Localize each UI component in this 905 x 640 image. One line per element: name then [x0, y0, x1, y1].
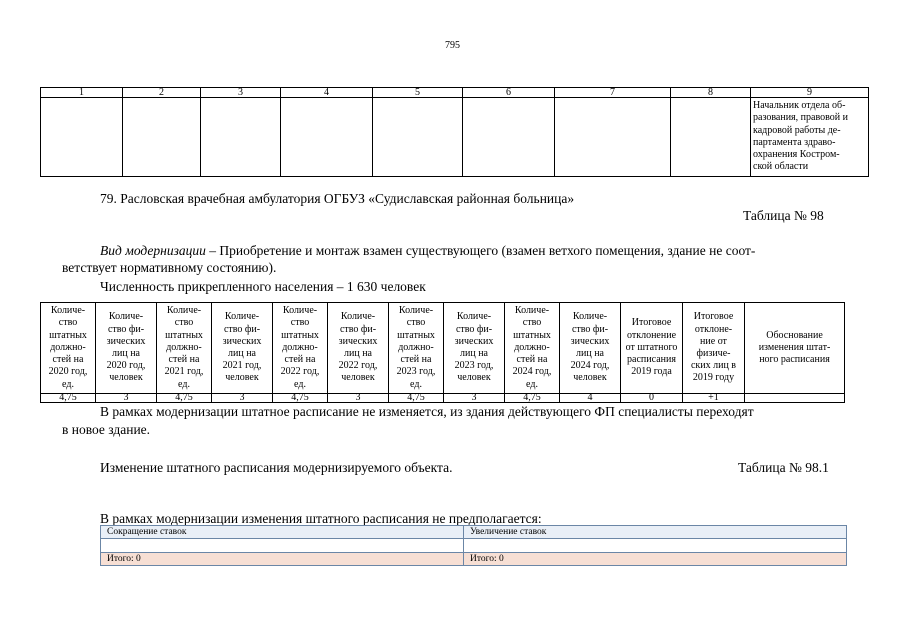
- no-change-text: В рамках модернизации изменения штатного расписания не предполагается:: [100, 511, 542, 526]
- header-line: от штатного: [625, 341, 678, 353]
- header-line: 2019 года: [631, 366, 672, 378]
- header-line: изменения штат-: [758, 341, 831, 353]
- staff-table: [40, 302, 845, 403]
- header-line: ед.: [294, 378, 306, 390]
- header-line: должно-: [514, 341, 550, 353]
- staff-value-cell: 4,75: [157, 394, 212, 403]
- header-line: штатных: [397, 329, 435, 341]
- header-line: зических: [338, 335, 378, 347]
- staff-column-header: [157, 303, 212, 394]
- header-line: Итоговое: [693, 311, 734, 323]
- table-cell: [101, 539, 464, 553]
- staff-value-cell: 4,75: [389, 394, 444, 403]
- column-number: 7: [555, 88, 671, 98]
- cell-line: партамента здраво-: [753, 136, 836, 148]
- header-line: Количе-: [340, 311, 376, 323]
- staff-value-cell: 3: [444, 394, 505, 403]
- header-line: 2024 год,: [512, 366, 552, 378]
- page-number: 795: [445, 40, 460, 51]
- table-cell: [41, 98, 123, 177]
- header-line: человек: [341, 372, 375, 384]
- header-line: человек: [109, 372, 143, 384]
- staff-value-cell: +1: [683, 394, 745, 403]
- cell-line: разования, правовой и: [753, 112, 848, 124]
- staff-column-header: [745, 303, 845, 394]
- staff-value-cell: 4: [560, 394, 621, 403]
- table-cell: [555, 98, 671, 177]
- header-line: лиц на: [112, 348, 140, 359]
- header-line: лиц на: [576, 348, 604, 359]
- header-line: Количе-: [50, 305, 86, 317]
- header-line: зических: [222, 335, 262, 347]
- header-line: физиче-: [696, 348, 731, 359]
- staff-value-cell: 3: [212, 394, 273, 403]
- responsible-person-cell: [751, 98, 869, 177]
- staff-column-header: [621, 303, 683, 394]
- header-line: стей на: [52, 354, 84, 366]
- column-number: 8: [671, 88, 751, 98]
- header-line: ство фи-: [223, 323, 261, 335]
- table-cell: [464, 539, 847, 553]
- header-line: штатных: [165, 329, 203, 341]
- staff-column-header: [389, 303, 444, 394]
- table-header-row: [101, 526, 847, 539]
- modernization-type-continuation: ветствует нормативному состоянию).: [62, 260, 277, 275]
- header-line: должно-: [50, 341, 86, 353]
- header-line: Количе-: [282, 305, 318, 317]
- staff-column-header: [444, 303, 505, 394]
- header-line: ство фи-: [107, 323, 145, 335]
- header-line: 2022 год,: [280, 366, 320, 378]
- table-cell: [201, 98, 281, 177]
- column-number: 9: [751, 88, 869, 98]
- cell-line: ской области: [753, 161, 809, 173]
- reduction-total: Итого: 0: [101, 553, 464, 566]
- table-label: Таблица № 98: [743, 208, 824, 223]
- header-line: 2021 год,: [164, 366, 204, 378]
- staff-column-header: [96, 303, 157, 394]
- table-cell: [281, 98, 373, 177]
- header-line: 2024 год,: [570, 360, 610, 372]
- header-line: отклоне-: [694, 323, 733, 335]
- section-title: 79. Расловская врачебная амбулатория ОГБУЗ «Судиславская районная больница»: [100, 191, 575, 206]
- header-line: стей на: [516, 354, 548, 366]
- column-number: 6: [463, 88, 555, 98]
- header-line: ство фи-: [339, 323, 377, 335]
- staff-column-header: [328, 303, 389, 394]
- staff-column-header: [505, 303, 560, 394]
- header-line: ство: [174, 317, 194, 329]
- staff-value-cell: 3: [96, 394, 157, 403]
- staff-value-cell: 0: [621, 394, 683, 403]
- column-number: 1: [41, 88, 123, 98]
- header-line: 2023 год,: [396, 366, 436, 378]
- table-cell: [463, 98, 555, 177]
- header-line: расписания: [627, 354, 676, 366]
- reduction-header: Сокращение ставок: [101, 526, 464, 539]
- column-number: 4: [281, 88, 373, 98]
- increase-total: Итого: 0: [464, 553, 847, 566]
- staff-value-cell: 4,75: [505, 394, 560, 403]
- header-line: ство: [58, 317, 78, 329]
- column-number: 2: [123, 88, 201, 98]
- staff-table-header-row: [41, 303, 845, 394]
- header-line: стей на: [284, 354, 316, 366]
- staff-value-cell: 4,75: [41, 394, 96, 403]
- header-line: 2020 год,: [106, 360, 146, 372]
- header-line: Количе-: [108, 311, 144, 323]
- table-cell: [123, 98, 201, 177]
- column-number: 3: [201, 88, 281, 98]
- total-row: [101, 553, 847, 566]
- change-title: Изменение штатного расписания модернизируемого объекта.: [100, 460, 453, 475]
- header-line: 2021 год,: [222, 360, 262, 372]
- staff-value-cell: 4,75: [273, 394, 328, 403]
- header-line: зических: [106, 335, 146, 347]
- header-line: 2020 год,: [48, 366, 88, 378]
- header-line: должно-: [398, 341, 434, 353]
- cell-line: охранения Костром-: [753, 149, 840, 161]
- staff-value-cell: [745, 394, 845, 403]
- note-line: в новое здание.: [62, 422, 151, 437]
- column-number: 5: [373, 88, 463, 98]
- note-line: В рамках модернизации штатное расписание не изменяется, из здания действующего ФП специалисты переходят: [100, 404, 754, 419]
- header-line: 2023 год,: [454, 360, 494, 372]
- header-line: должно-: [282, 341, 318, 353]
- table-row: [101, 539, 847, 553]
- header-line: Количе-: [398, 305, 434, 317]
- header-line: человек: [225, 372, 259, 384]
- header-line: штатных: [513, 329, 551, 341]
- header-line: ние от: [700, 335, 727, 347]
- staff-value-cell: 3: [328, 394, 389, 403]
- continuation-table: [40, 87, 869, 177]
- staff-table-values-row: [41, 394, 845, 403]
- header-line: Количе-: [572, 311, 608, 323]
- staff-column-header: [683, 303, 745, 394]
- header-line: ских лиц в: [690, 360, 737, 372]
- modernization-type-label: Вид модернизации: [100, 243, 206, 258]
- header-line: 2019 году: [692, 372, 735, 384]
- table-cell: [671, 98, 751, 177]
- header-line: лиц на: [460, 348, 488, 359]
- header-line: ство фи-: [455, 323, 493, 335]
- modernization-type-text: – Приобретение и монтаж взамен существующего (взамен ветхого помещения, здание не соот-: [205, 243, 756, 258]
- header-line: лиц на: [344, 348, 372, 359]
- table-header-row: [41, 88, 869, 98]
- header-line: Итоговое: [631, 317, 672, 329]
- header-line: ного расписания: [759, 354, 830, 366]
- header-line: Количе-: [514, 305, 550, 317]
- header-line: ед.: [526, 378, 538, 390]
- staff-column-header: [560, 303, 621, 394]
- header-line: человек: [573, 372, 607, 384]
- modernization-type: [100, 243, 755, 259]
- header-line: стей на: [400, 354, 432, 366]
- header-line: ед.: [178, 378, 190, 390]
- header-line: должно-: [166, 341, 202, 353]
- table-label: Таблица № 98.1: [738, 460, 829, 475]
- header-line: ство фи-: [571, 323, 609, 335]
- header-line: человек: [457, 372, 491, 384]
- cell-line: кадровой работы де-: [753, 124, 841, 136]
- header-line: штатных: [49, 329, 87, 341]
- header-line: ство: [290, 317, 310, 329]
- population-text: Численность прикрепленного населения – 1 630 человек: [100, 279, 426, 294]
- staff-column-header: [212, 303, 273, 394]
- header-line: штатных: [281, 329, 319, 341]
- header-line: 2022 год,: [338, 360, 378, 372]
- staff-column-header: [273, 303, 328, 394]
- header-line: Количе-: [166, 305, 202, 317]
- header-line: Количе-: [224, 311, 260, 323]
- table-cell: [373, 98, 463, 177]
- header-line: зических: [454, 335, 494, 347]
- header-line: ед.: [410, 378, 422, 390]
- header-line: Обоснование: [766, 329, 823, 341]
- header-line: ед.: [62, 378, 74, 390]
- header-line: отклонение: [626, 329, 677, 341]
- table-row: [41, 98, 869, 177]
- increase-header: Увеличение ставок: [464, 526, 847, 539]
- header-line: ство: [522, 317, 542, 329]
- header-line: стей на: [168, 354, 200, 366]
- header-line: лиц на: [228, 348, 256, 359]
- header-line: Количе-: [456, 311, 492, 323]
- staff-column-header: [41, 303, 96, 394]
- cell-line: Начальник отдела об-: [753, 100, 846, 111]
- header-line: ство: [406, 317, 426, 329]
- header-line: зических: [570, 335, 610, 347]
- rate-changes-table: [100, 525, 847, 566]
